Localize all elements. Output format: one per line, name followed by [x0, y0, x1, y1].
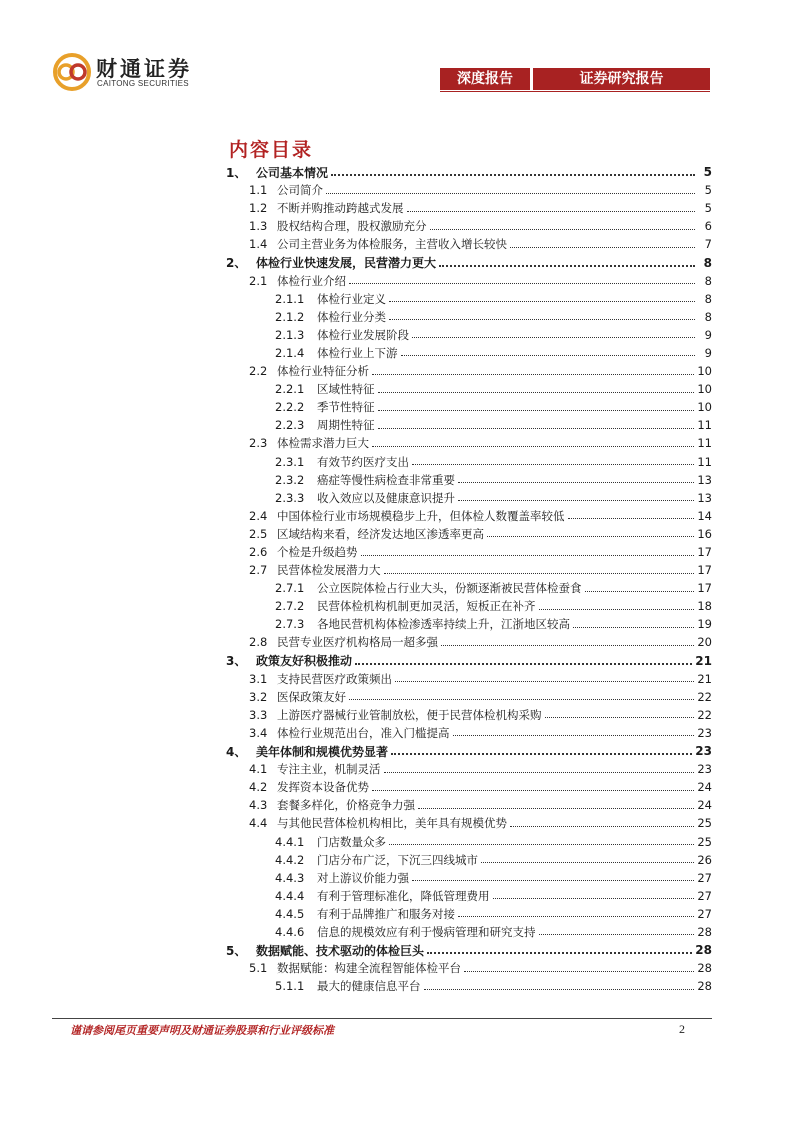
toc-entry-title: 体检行业分类 — [317, 309, 386, 324]
toc-entry-number: 5、 — [226, 943, 247, 958]
toc-entry[interactable] — [226, 814, 712, 832]
toc-entry-title: 民营体检发展潜力大 — [277, 563, 381, 578]
toc-entry-leader — [539, 609, 695, 610]
toc-entry-leader — [349, 283, 695, 284]
toc-entry-title: 公司简介 — [277, 183, 323, 198]
toc-entry[interactable] — [226, 398, 712, 416]
toc-entry-title: 体检行业快速发展，民营潜力更大 — [256, 256, 437, 271]
toc-entry-title: 政策友好积极推动 — [256, 654, 353, 669]
toc-entry-number: 2.1.3 — [275, 327, 305, 342]
toc-entry[interactable] — [226, 416, 712, 434]
toc-entry-number: 4.4.5 — [275, 906, 305, 921]
toc-entry-page: 10 — [697, 382, 712, 397]
toc-entry-number: 2.1.1 — [275, 291, 305, 306]
toc-entry-title: 门店数量众多 — [317, 834, 386, 849]
toc-entry-title: 信息的规模效应有利于慢病管理和研究支持 — [317, 924, 536, 939]
toc-entry[interactable] — [226, 597, 712, 615]
toc-entry-number: 4.1 — [249, 762, 268, 777]
toc-entry-title: 周期性特征 — [317, 418, 375, 433]
toc-entry[interactable] — [226, 217, 712, 235]
toc-entry-page: 28 — [697, 979, 712, 994]
toc-entry-leader — [510, 247, 695, 248]
toc-entry-page: 25 — [697, 834, 712, 849]
toc-entry-leader — [539, 934, 695, 935]
toc-entry[interactable] — [226, 615, 712, 633]
toc-entry-number: 2.2.3 — [275, 418, 305, 433]
toc-entry-number: 2.2.2 — [275, 400, 305, 415]
toc-entry-page: 8 — [704, 273, 712, 288]
toc-entry[interactable] — [226, 633, 712, 651]
toc-entry-title: 体检需求潜力巨大 — [277, 436, 369, 451]
toc-entry-leader — [389, 319, 695, 320]
toc-entry-title: 体检行业特征分析 — [277, 364, 369, 379]
logo-chinese-name: 财通证券 — [96, 57, 192, 81]
toc-entry-page: 19 — [697, 617, 712, 632]
toc-entry[interactable] — [226, 760, 712, 778]
toc-entry-number: 5.1.1 — [275, 979, 305, 994]
toc-entry-page: 16 — [697, 526, 712, 541]
toc-entry-page: 8 — [703, 255, 712, 270]
toc-entry[interactable] — [226, 380, 712, 398]
toc-entry[interactable] — [226, 579, 712, 597]
toc-entry[interactable] — [226, 326, 712, 344]
toc-entry-leader — [441, 645, 694, 646]
toc-entry[interactable] — [226, 507, 712, 525]
toc-entry-page: 28 — [695, 943, 712, 958]
toc-entry-title: 美年体制和规模优势显著 — [256, 744, 389, 759]
toc-entry-page: 27 — [697, 870, 712, 885]
toc-entry[interactable] — [226, 742, 712, 760]
toc-entry-title: 区域性特征 — [317, 382, 375, 397]
toc-entry-title: 各地民营机构体检渗透率持续上升，江浙地区较高 — [317, 617, 570, 632]
toc-entry-leader — [378, 410, 695, 411]
toc-entry-title: 公司基本情况 — [256, 165, 329, 180]
toc-entry-title: 体检行业发展阶段 — [317, 327, 409, 342]
toc-entry-number: 4.4.1 — [275, 834, 305, 849]
toc-entry-page: 11 — [697, 418, 712, 433]
toc-entry-number: 2.7 — [249, 563, 268, 578]
toc-entry-leader — [395, 681, 694, 682]
toc-entry-leader — [545, 717, 695, 718]
toc-entry-number: 1.1 — [249, 183, 268, 198]
toc-entry-title: 收入效应以及健康意识提升 — [317, 490, 455, 505]
toc-entry-title: 股权结构合理，股权激励充分 — [277, 219, 427, 234]
toc-entry-leader — [331, 174, 695, 176]
toc-entry-number: 3.4 — [249, 725, 268, 740]
toc-entry-title: 套餐多样化，价格竞争力强 — [277, 798, 415, 813]
toc-entry-leader — [430, 229, 696, 230]
toc-entry-number: 2.3.1 — [275, 454, 305, 469]
toc-entry-number: 2.7.3 — [275, 617, 305, 632]
toc-entry-page: 26 — [697, 852, 712, 867]
toc-entry-leader — [458, 482, 694, 483]
toc-entry[interactable] — [226, 272, 712, 290]
toc-entry-title: 民营体检机构机制更加灵活，短板正在补齐 — [317, 599, 536, 614]
toc-entry[interactable] — [226, 344, 712, 362]
toc-entry-title: 体检行业规范出台，准入门槛提高 — [277, 725, 450, 740]
toc-entry-title: 季节性特征 — [317, 400, 375, 415]
toc-entry-title: 与其他民营体检机构相比，美年具有规模优势 — [277, 816, 507, 831]
report-type-banner — [440, 68, 710, 90]
toc-entry-number: 2.6 — [249, 545, 268, 560]
toc-entry-leader — [453, 735, 695, 736]
toc-entry-title: 上游医疗器械行业管制放松，便于民营体检机构采购 — [277, 707, 542, 722]
toc-entry-leader — [378, 392, 695, 393]
toc-entry[interactable] — [226, 887, 712, 905]
toc-entry-title: 民营专业医疗机构格局一超多强 — [277, 635, 438, 650]
toc-entry-leader — [585, 591, 695, 592]
toc-entry-page: 6 — [704, 219, 712, 234]
toc-entry-leader — [418, 808, 694, 809]
toc-entry-leader — [439, 265, 695, 267]
toc-entry-number: 2.7.2 — [275, 599, 305, 614]
toc-entry-page: 17 — [697, 545, 712, 560]
toc-entry-page: 5 — [703, 165, 712, 180]
toc-entry-leader — [412, 464, 694, 465]
toc-entry-page: 5 — [704, 183, 712, 198]
toc-entry-number: 2.3.2 — [275, 472, 305, 487]
toc-entry-leader — [464, 971, 694, 972]
company-logo — [52, 52, 212, 92]
toc-entry-title: 有利于品牌推广和服务对接 — [317, 906, 455, 921]
toc-entry-title: 公司主营业务为体检服务，主营收入增长较快 — [277, 237, 507, 252]
toc-entry-leader — [407, 211, 696, 212]
toc-entry-number: 2.1.2 — [275, 309, 305, 324]
toc-entry-page: 27 — [697, 906, 712, 921]
toc-entry[interactable] — [226, 941, 712, 959]
toc-entry-title: 对上游议价能力强 — [317, 870, 409, 885]
toc-entry-page: 9 — [704, 345, 712, 360]
toc-entry[interactable] — [226, 471, 712, 489]
toc-entry[interactable] — [226, 724, 712, 742]
toc-entry-leader — [458, 916, 694, 917]
toc-entry-leader — [384, 573, 695, 574]
toc-entry-number: 4.4.6 — [275, 924, 305, 939]
toc-entry-page: 7 — [704, 237, 712, 252]
toc-entry[interactable] — [226, 163, 712, 181]
toc-entry-page: 13 — [697, 490, 712, 505]
toc-entry[interactable] — [226, 308, 712, 326]
toc-entry-page: 11 — [697, 454, 712, 469]
toc-entry[interactable] — [226, 959, 712, 977]
toc-entry-leader — [412, 337, 695, 338]
toc-entry[interactable] — [226, 525, 712, 543]
toc-entry-page: 23 — [695, 744, 712, 759]
toc-entry-page: 10 — [697, 400, 712, 415]
toc-entry-title: 最大的健康信息平台 — [317, 979, 421, 994]
footer-divider — [52, 1018, 712, 1019]
toc-entry-number: 2.1 — [249, 273, 268, 288]
toc-entry[interactable] — [226, 832, 712, 850]
toc-entry-number: 1.4 — [249, 237, 268, 252]
toc-entry-number: 3、 — [226, 654, 247, 669]
toc-entry-page: 8 — [704, 309, 712, 324]
toc-entry-page: 25 — [697, 816, 712, 831]
toc-entry-page: 28 — [697, 924, 712, 939]
toc-entry-number: 1.2 — [249, 201, 268, 216]
toc-entry-leader — [378, 428, 695, 429]
toc-entry[interactable] — [226, 688, 712, 706]
toc-entry[interactable] — [226, 434, 712, 452]
toc-entry-title: 门店分布广泛，下沉三四线城市 — [317, 852, 478, 867]
toc-entry[interactable] — [226, 543, 712, 561]
toc-entry[interactable] — [226, 778, 712, 796]
toc-entry-leader — [481, 862, 694, 863]
toc-entry-number: 3.3 — [249, 707, 268, 722]
toc-entry-number: 2.3.3 — [275, 490, 305, 505]
toc-entry-number: 2.2.1 — [275, 382, 305, 397]
toc-entry-page: 24 — [697, 798, 712, 813]
toc-entry-title: 医保政策友好 — [277, 689, 346, 704]
toc-entry-number: 4.4.3 — [275, 870, 305, 885]
toc-entry-leader — [573, 627, 694, 628]
toc-entry-title: 区域结构来看，经济发达地区渗透率更高 — [277, 526, 484, 541]
report-type-research: 证券研究报告 — [533, 68, 710, 90]
toc-entry[interactable] — [226, 453, 712, 471]
toc-entry-leader — [384, 772, 695, 773]
toc-entry-page: 27 — [697, 888, 712, 903]
toc-entry-page: 23 — [697, 762, 712, 777]
toc-entry-number: 4.3 — [249, 798, 268, 813]
disclaimer-note: 谨请参阅尾页重要声明及财通证券股票和行业评级标准 — [70, 1024, 334, 1037]
toc-entry-page: 8 — [704, 291, 712, 306]
toc-entry-title: 体检行业上下游 — [317, 345, 398, 360]
toc-entry-title: 体检行业介绍 — [277, 273, 346, 288]
toc-entry-number: 2、 — [226, 256, 247, 271]
toc-entry-leader — [458, 500, 694, 501]
toc-entry-page: 11 — [697, 436, 712, 451]
toc-entry[interactable] — [226, 561, 712, 579]
toc-entry-number: 4.4.2 — [275, 852, 305, 867]
toc-entry-leader — [487, 536, 694, 537]
toc-entry-number: 5.1 — [249, 961, 268, 976]
toc-entry-leader — [389, 301, 695, 302]
table-of-contents — [226, 163, 712, 995]
toc-entry-title: 公立医院体检占行业大头，份额逐渐被民营体检蚕食 — [317, 581, 582, 596]
toc-entry-number: 2.2 — [249, 364, 268, 379]
toc-entry-number: 1.3 — [249, 219, 268, 234]
toc-entry-number: 2.7.1 — [275, 581, 305, 596]
toc-entry[interactable] — [226, 362, 712, 380]
toc-entry-title: 数据赋能、技术驱动的体检巨头 — [256, 943, 425, 958]
toc-entry-number: 4.2 — [249, 780, 268, 795]
toc-entry[interactable] — [226, 235, 712, 253]
toc-entry-leader — [412, 880, 694, 881]
page-number: 2 — [679, 1022, 685, 1036]
toc-entry-leader — [349, 699, 694, 700]
toc-entry-page: 21 — [695, 653, 712, 668]
toc-entry-page: 22 — [697, 707, 712, 722]
toc-entry[interactable] — [226, 670, 712, 688]
toc-entry-page: 20 — [697, 635, 712, 650]
toc-entry-leader — [391, 753, 692, 755]
toc-entry-leader — [361, 555, 695, 556]
toc-entry[interactable] — [226, 851, 712, 869]
toc-entry-number: 4.4.4 — [275, 888, 305, 903]
toc-entry[interactable] — [226, 923, 712, 941]
toc-entry-number: 3.1 — [249, 671, 268, 686]
toc-entry[interactable] — [226, 706, 712, 724]
toc-entry-page: 17 — [697, 563, 712, 578]
toc-entry-number: 4.4 — [249, 816, 268, 831]
toc-entry-page: 13 — [697, 472, 712, 487]
toc-entry[interactable] — [226, 489, 712, 507]
toc-entry[interactable] — [226, 796, 712, 814]
toc-entry-page: 14 — [697, 508, 712, 523]
toc-entry-number: 2.3 — [249, 436, 268, 451]
toc-entry-page: 5 — [704, 201, 712, 216]
toc-entry-page: 23 — [697, 725, 712, 740]
toc-entry-leader — [389, 844, 694, 845]
logo-english-name: CAITONG SECURITIES — [97, 79, 189, 88]
toc-entry-number: 2.8 — [249, 635, 268, 650]
toc-entry[interactable] — [226, 652, 712, 670]
toc-entry-page: 10 — [697, 364, 712, 379]
toc-entry-leader — [401, 355, 696, 356]
toc-entry-title: 数据赋能：构建全流程智能体检平台 — [277, 961, 461, 976]
toc-entry-leader — [355, 663, 692, 665]
toc-entry-title: 有效节约医疗支出 — [317, 454, 409, 469]
toc-entry-leader — [510, 826, 694, 827]
toc-entry-leader — [372, 374, 694, 375]
toc-entry-title: 癌症等慢性病检查非常重要 — [317, 472, 455, 487]
toc-entry-title: 专注主业，机制灵活 — [277, 762, 381, 777]
toc-entry-title: 发挥资本设备优势 — [277, 780, 369, 795]
toc-entry-number: 2.1.4 — [275, 345, 305, 360]
toc-entry[interactable] — [226, 199, 712, 217]
toc-entry-leader — [326, 193, 695, 194]
toc-entry-number: 4、 — [226, 744, 247, 759]
toc-entry-leader — [372, 790, 694, 791]
toc-entry-page: 22 — [697, 689, 712, 704]
toc-entry-title: 个检是升级趋势 — [277, 545, 358, 560]
toc-entry-number: 1、 — [226, 165, 247, 180]
toc-entry-leader — [427, 952, 692, 954]
toc-entry-page: 9 — [704, 327, 712, 342]
toc-entry-leader — [493, 898, 695, 899]
toc-heading: 内容目录 — [229, 139, 314, 161]
toc-entry-page: 18 — [697, 599, 712, 614]
caitong-emblem-icon — [52, 52, 92, 92]
report-type-depth: 深度报告 — [440, 68, 533, 90]
toc-entry-page: 21 — [697, 671, 712, 686]
toc-entry[interactable] — [226, 977, 712, 995]
toc-entry-number: 2.4 — [249, 508, 268, 523]
toc-entry[interactable] — [226, 290, 712, 308]
toc-entry[interactable] — [226, 253, 712, 271]
toc-entry-number: 2.5 — [249, 526, 268, 541]
toc-entry[interactable] — [226, 181, 712, 199]
toc-entry-number: 3.2 — [249, 689, 268, 704]
toc-entry-leader — [424, 989, 695, 990]
toc-entry-leader — [372, 446, 694, 447]
toc-entry-page: 28 — [697, 961, 712, 976]
header-divider — [440, 91, 710, 92]
toc-entry-page: 24 — [697, 780, 712, 795]
toc-entry-title: 体检行业定义 — [317, 291, 386, 306]
toc-entry[interactable] — [226, 869, 712, 887]
toc-entry-leader — [568, 518, 695, 519]
toc-entry-title: 不断并购推动跨越式发展 — [277, 201, 404, 216]
toc-entry-page: 17 — [697, 581, 712, 596]
toc-entry-title: 支持民营医疗政策频出 — [277, 671, 392, 686]
toc-entry[interactable] — [226, 905, 712, 923]
toc-entry-title: 有利于管理标准化，降低管理费用 — [317, 888, 490, 903]
toc-entry-title: 中国体检行业市场规模稳步上升，但体检人数覆盖率较低 — [277, 508, 565, 523]
